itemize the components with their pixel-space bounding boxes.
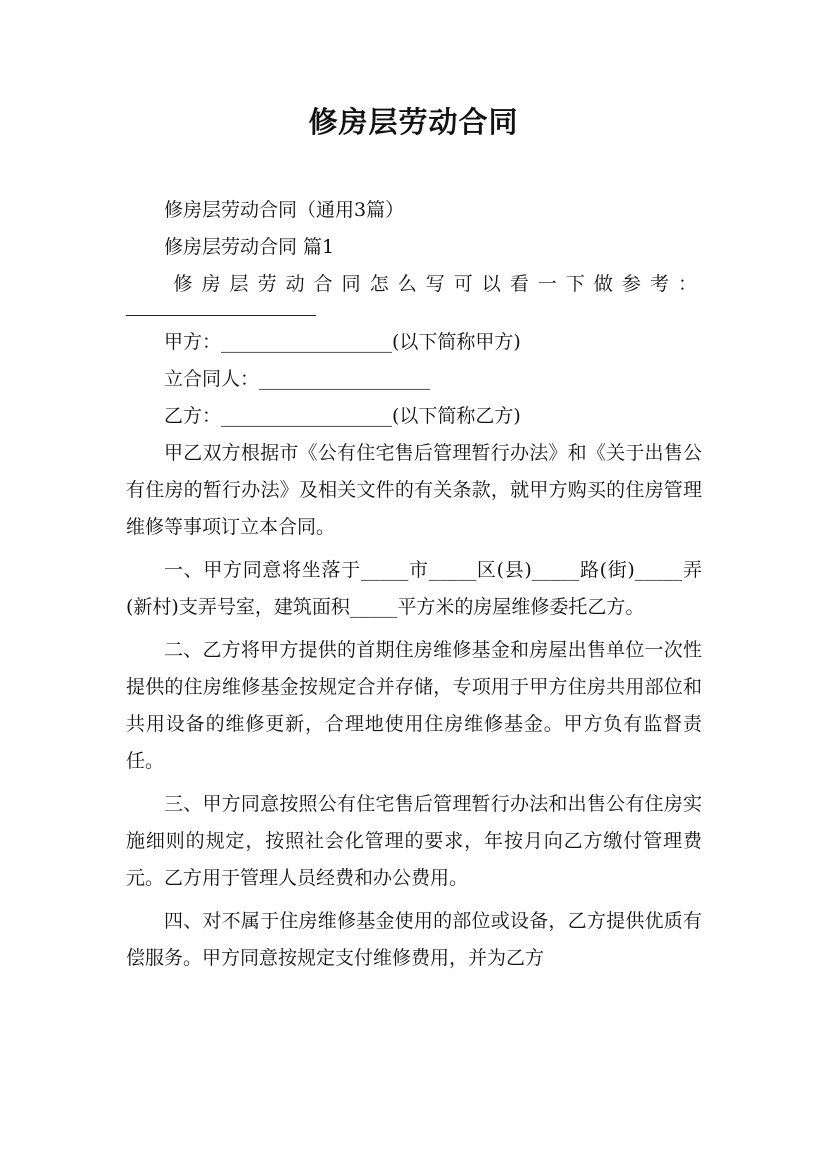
subtitle-line: 修房层劳动合同（通用3篇） [164, 199, 405, 221]
party-a-line: 甲方：__________________(以下简称甲方) [164, 331, 521, 353]
section-heading: 修房层劳动合同 篇1 [164, 236, 335, 258]
clause-1: 一、甲方同意将坐落于_____市_____区(县)_____路(街)_____弄(新村)支弄号室，建筑面积_____平方米的房屋维修委托乙方。 [126, 559, 702, 618]
clause-4: 四、对不属于住房维修基金使用的部位或设备，乙方提供优质有偿服务。甲方同意按规定支付维修费用，并为乙方 [126, 910, 702, 969]
basis-paragraph: 甲乙双方根据市《公有住宅售后管理暂行办法》和《关于出售公有住房的暂行办法》及相关文件的有关条款，就甲方购买的住房管理维修等事项订立本合同。 [126, 442, 702, 538]
document-body [126, 192, 702, 977]
blank-underline [126, 315, 316, 316]
clause-3: 三、甲方同意按照公有住宅售后管理暂行办法和出售公有住房实施细则的规定，按照社会化管理的要求，年按月向乙方缴付管理费元。乙方用于管理人员经费和办公费用。 [126, 793, 702, 889]
signatory-line: 立合同人：__________________ [164, 368, 431, 390]
intro-line: 修房层劳动合同怎么写可以看一下做参考： [173, 273, 702, 295]
party-b-line: 乙方：__________________(以下简称乙方) [164, 405, 521, 427]
clause-2: 二、乙方将甲方提供的首期住房维修基金和房屋出售单位一次性提供的住房维修基金按规定合并存储，专项用于甲方住房共用部位和共用设备的维修更新，合理地使用住房维修基金。甲方负有监督责任。 [126, 639, 702, 772]
document-title: 修房层劳动合同 [308, 105, 519, 139]
